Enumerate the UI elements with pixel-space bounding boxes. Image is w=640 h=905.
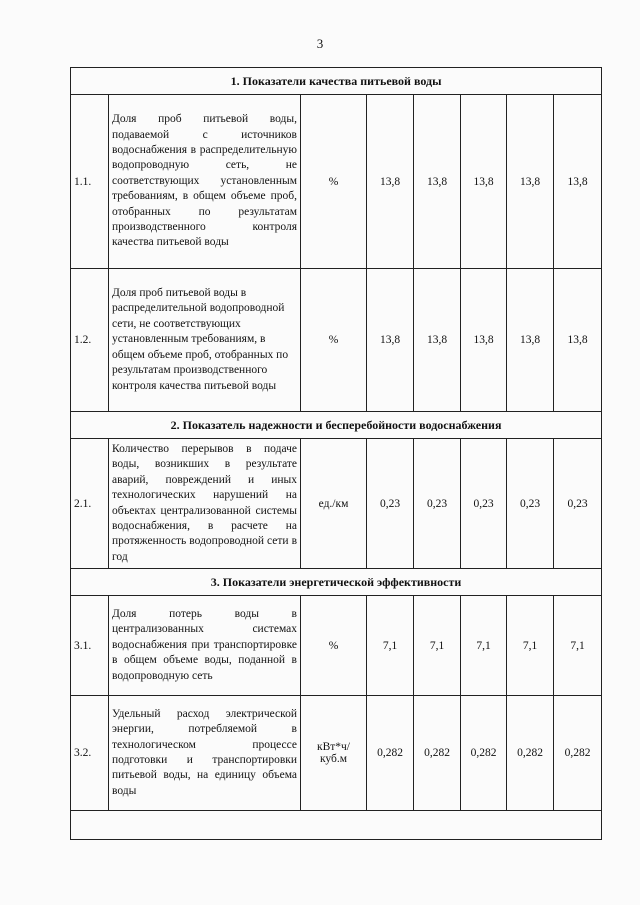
row-value: 13,8 <box>461 269 507 412</box>
row-value: 7,1 <box>367 596 414 696</box>
row-number: 1.1. <box>71 95 109 269</box>
row-description: Доля проб питьевой воды в распределительной водопроводной сети, не соответствующих установленным требованиям, в общем объеме проб, отобранных по результатам производственного контроля качества питьевой воды <box>109 269 301 412</box>
row-value: 0,282 <box>461 696 507 811</box>
row-value: 0,23 <box>507 439 554 569</box>
row-value: 0,282 <box>554 696 602 811</box>
indicators-table <box>70 67 602 840</box>
row-value: 13,8 <box>414 269 461 412</box>
section-title: 1. Показатели качества питьевой воды <box>71 68 602 95</box>
row-unit: ед./км <box>301 439 367 569</box>
row-value: 0,23 <box>414 439 461 569</box>
section-header-energy <box>71 569 602 596</box>
row-number: 3.2. <box>71 696 109 811</box>
section-title: 2. Показатель надежности и бесперебойности водоснабжения <box>71 412 602 439</box>
table-row-empty <box>71 811 602 840</box>
row-description: Количество перерывов в подаче воды, возникших в результате аварий, повреждений и иных технологических нарушений на объектах централизованной системы водоснабжения, в расчете на протяженность водопроводной сети в год <box>109 439 301 569</box>
row-value: 7,1 <box>414 596 461 696</box>
table-row <box>71 596 602 696</box>
row-value: 13,8 <box>367 269 414 412</box>
row-description: Доля проб питьевой воды, подаваемой с источников водоснабжения в распределительную водопроводную сеть, не соответствующих установленным требованиям, в общем объеме проб, отобранных по результатам производственного контроля качества питьевой воды <box>109 95 301 269</box>
row-value: 13,8 <box>507 95 554 269</box>
row-value: 0,282 <box>367 696 414 811</box>
table-row <box>71 95 602 269</box>
row-value: 13,8 <box>554 95 602 269</box>
row-value: 0,23 <box>554 439 602 569</box>
row-unit: % <box>301 269 367 412</box>
row-value: 13,8 <box>461 95 507 269</box>
row-unit: % <box>301 95 367 269</box>
row-description: Удельный расход электрической энергии, потребляемой в технологическом процессе подготовки и транспортировки питьевой воды, на единицу объема воды <box>109 696 301 811</box>
row-unit: кВт*ч/ куб.м <box>301 696 367 811</box>
row-value: 0,23 <box>367 439 414 569</box>
row-number: 3.1. <box>71 596 109 696</box>
row-value: 7,1 <box>554 596 602 696</box>
section-header-reliability <box>71 412 602 439</box>
row-value: 13,8 <box>367 95 414 269</box>
table-row <box>71 696 602 811</box>
row-description: Доля потерь воды в централизованных системах водоснабжения при транспортировке в общем объеме воды, поданной в водопроводную сеть <box>109 596 301 696</box>
row-value: 7,1 <box>507 596 554 696</box>
table-row <box>71 439 602 569</box>
row-value: 13,8 <box>554 269 602 412</box>
row-value: 13,8 <box>507 269 554 412</box>
row-value: 0,282 <box>507 696 554 811</box>
row-unit: % <box>301 596 367 696</box>
section-title: 3. Показатели энергетической эффективности <box>71 569 602 596</box>
table-row <box>71 269 602 412</box>
page-number: 3 <box>316 36 324 51</box>
row-value: 0,23 <box>461 439 507 569</box>
section-header-quality <box>71 68 602 95</box>
empty-cell <box>71 811 602 840</box>
row-value: 0,282 <box>414 696 461 811</box>
row-number: 1.2. <box>71 269 109 412</box>
row-value: 7,1 <box>461 596 507 696</box>
row-number: 2.1. <box>71 439 109 569</box>
row-value: 13,8 <box>414 95 461 269</box>
